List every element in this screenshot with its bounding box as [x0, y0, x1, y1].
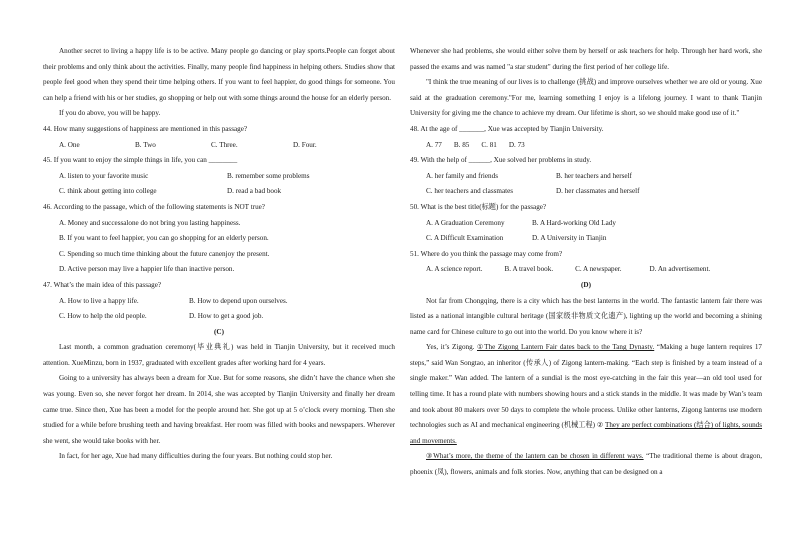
option: B. How to depend upon ourselves.: [189, 296, 288, 305]
right-column: [410, 44, 762, 481]
question-45-options-row2: [43, 184, 395, 200]
question-51-stem: 51. Where do you think the passage may come from?: [410, 249, 563, 258]
option: D. How to get a good job.: [189, 312, 264, 321]
question-50-stem: 50. What is the best title(标题) for the passage?: [410, 202, 547, 211]
question-48-options: [410, 138, 762, 154]
question-51-options: [410, 262, 762, 278]
question-47-options-row2: [43, 309, 395, 325]
question-47-options-row1: [43, 294, 395, 310]
passage-c-paragraph-4: "I think the true meaning of our lives is to challenge (挑战) and improve ourselves whether we are old or young. Xue said at the graduation ceremony."For me, learning something I enjoy is a lifelong journey. I want to thank Tianjin University for giving me the chance to achieve my dream. Our lifetime is short, so we should make good use of it.": [410, 78, 762, 118]
option: A. A science report.: [426, 265, 483, 274]
question-50-options-row1: [410, 216, 762, 232]
option: A. A Graduation Ceremony: [426, 218, 505, 227]
option: D. Active person may live a happier life than inactive person.: [59, 265, 235, 274]
option: B. If you want to feel happier, you can go shopping for an elderly person.: [59, 234, 269, 243]
question-47-stem: 47. What’s the main idea of this passage?: [43, 280, 162, 289]
option: C. A newspaper.: [575, 265, 622, 274]
text-run: Yes, it’s Zigong.: [426, 343, 477, 352]
option: C. 81: [481, 140, 497, 149]
section-d-heading: (D): [581, 280, 591, 289]
option: A. listen to your favorite music: [59, 171, 149, 180]
option: C. think about getting into college: [59, 187, 157, 196]
option: C. Spending so much time thinking about the future canenjoy the present.: [59, 249, 270, 258]
option: A. Money and successalone do not bring you lasting happiness.: [59, 218, 241, 227]
question-45-options-row1: [43, 169, 395, 185]
option: D. read a bad book: [227, 187, 282, 196]
option: B. her teachers and herself: [556, 171, 632, 180]
option: A. One: [59, 140, 80, 149]
option: A. her family and friends: [426, 171, 498, 180]
passage-b-paragraph: Another secret to living a happy life is to be active. Many people go dancing or play sports.People can forget about their problems and only think about the activities. Finally, many people find happiness in helping others. Studies show that people feel good when they spend their time helping others. If you want to feel happier, do good things for someone. You can help a friend with his or her studies, go shopping or help out with some things around the house for an elderly person.: [43, 47, 395, 102]
option: D. A University in Tianjin: [532, 234, 607, 243]
option: D. her classmates and herself: [556, 187, 640, 196]
passage-d-paragraph-3: [410, 449, 762, 480]
question-45-stem: 45. If you want to enjoy the simple things in life, you can ________: [43, 156, 238, 165]
option: B. A Hard-working Old Lady: [532, 218, 616, 227]
option: C. How to help the old people.: [59, 312, 147, 321]
passage-b-closing: If you do above, you will be happy.: [59, 109, 161, 118]
option: C. Three.: [211, 140, 238, 149]
option: B. A travel book.: [504, 265, 554, 274]
passage-c-paragraph-3-continued: Whenever she had problems, she would either solve them by herself or ask teachers for help. Through her hard work, she passed the exams and was named "a star student" during the first period of her college life.: [410, 47, 762, 71]
question-49-options-row1: [410, 169, 762, 185]
option: A. How to live a happy life.: [59, 296, 139, 305]
passage-c-paragraph-2: Going to a university has always been a dream for Xue. But for some reasons, she didn’t have the chance when she was young. Even so, she never forgot her dream. In 2014, she was accepted by Tianjin University and finally her dream came true. Since then, Xue has been a model for the people around her. She got up at 5 o’clock every morning. Then she studied for a while before brushing teeth and having breakfast. Her room was filled with books and newspapers. Wherever she went, she would take books with her.: [43, 374, 395, 445]
option: D. 73: [508, 140, 525, 149]
option: D. Four.: [293, 140, 317, 149]
question-44-options: [43, 138, 395, 154]
option: B. remember some problems: [227, 171, 310, 180]
option: B. Two: [135, 140, 156, 149]
question-49-stem: 49. With the help of ______, Xue solved her problems in study.: [410, 156, 592, 165]
question-49-options-row2: [410, 184, 762, 200]
underlined-sentence-3: ③What’s more, the theme of the lantern can be chosen in different ways.: [426, 452, 644, 461]
question-46-stem: 46. According to the passage, which of the following statements is NOT true?: [43, 202, 265, 211]
question-44-stem: 44. How many suggestions of happiness are mentioned in this passage?: [43, 124, 248, 133]
passage-c-paragraph-1: Last month, a common graduation ceremony(毕业典礼) was held in Tianjin University, but it received much attention. XueMinzu, born in 1937, graduated with excellent grades after working hard for 4 years.: [43, 343, 395, 367]
text-run: “Making a huge lantern requires 17 steps,” said Wan Songtao, an inheritor (传承人) of Zigong lantern-making. “Each step is finished by a team instead of a single maker.” Wan added. The lantern of a sundial is the most eye-catching in the fair this year—an old tool used for telling time. It has a round plate with numbers showing hours and a stick stands in the middle. It was made by Wan’s team and took about 80 makers over 50 days to complete the whole process. Unlike other lanterns, Zigong lanterns use modern technologies such as AI and mechanical engineering (机械工程) ②: [410, 343, 762, 430]
text-run: “The traditional theme is about dragon, phoenix (凤), flowers, animals and folk stories. Now, anything that can be designed on a: [410, 452, 762, 477]
underlined-sentence-2: They are perfect combinations (结合) of lights, sounds and movements.: [410, 421, 762, 445]
passage-c-paragraph-3: In fact, for her age, Xue had many difficulties during the four years. But nothing could stop her.: [59, 452, 333, 461]
left-column: [43, 44, 395, 465]
option: C. A Difficult Examination: [426, 234, 504, 243]
underlined-sentence-1: ①The Zigong Lantern Fair dates back to the Tang Dynasty.: [477, 343, 655, 352]
question-50-options-row2: [410, 231, 762, 247]
section-c-heading: (C): [214, 327, 224, 336]
question-48-stem: 48. At the age of _______, Xue was accepted by Tianjin University.: [410, 124, 604, 133]
passage-d-paragraph-1: Not far from Chongqing, there is a city which has the best lanterns in the world. The fantastic lantern fair there was listed as a national intangible cultural heritage (国家级非物质文化遗产), lighting up the world and becoming a shining name card for Chinese culture to go out into the world. Do you know where it is?: [410, 296, 762, 336]
option: A. 77: [426, 140, 442, 149]
option: C. her teachers and classmates: [426, 187, 514, 196]
option: D. An advertisement.: [649, 265, 711, 274]
passage-d-paragraph-2: [410, 340, 762, 449]
option: B. 85: [453, 140, 470, 149]
